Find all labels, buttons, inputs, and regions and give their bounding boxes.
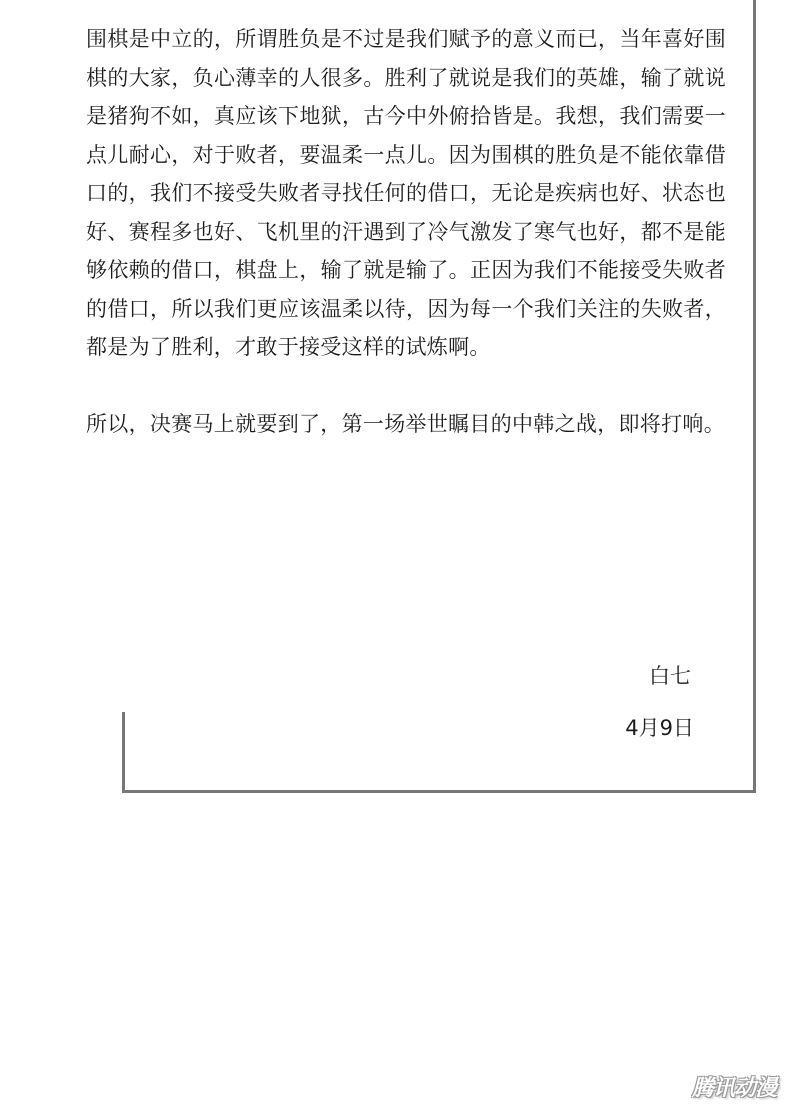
watermark-logo: 腾讯动漫	[691, 1076, 776, 1101]
letter-body	[86, 20, 726, 443]
page-border-bottom	[122, 790, 756, 793]
signature-name: 白七	[649, 664, 691, 688]
letter-paragraph-2: 所以，决赛马上就要到了，第一场举世瞩目的中韩之战，即将打响。	[86, 411, 725, 436]
signature-date: 4月9日	[625, 716, 694, 740]
signature-block	[625, 656, 694, 748]
letter-paragraph-1: 围棋是中立的，所谓胜负是不过是我们赋予的意义而已，当年喜好围棋的大家，负心薄幸的人很多。胜利了就说是我们的英雄，输了就说是猪狗不如，真应该下地狱，古今中外俯拾皆是。我想，我们需要一点儿耐心，对于败者，要温柔一点儿。因为围棋的胜负是不能依靠借口的，我们不接受失败者寻找任何的借口，无论是疾病也好、状态也好、赛程多也好、飞机里的汗遇到了冷气激发了寒气也好，都不是能够依赖的借口，棋盘上，输了就是输了。正因为我们不能接受失败者的借口，所以我们更应该温柔以待，因为每一个我们关注的失败者，都是为了胜利，才敢于接受这样的试炼啊。	[86, 27, 726, 359]
page-border-right	[753, 0, 756, 793]
page-border-left	[122, 712, 125, 793]
